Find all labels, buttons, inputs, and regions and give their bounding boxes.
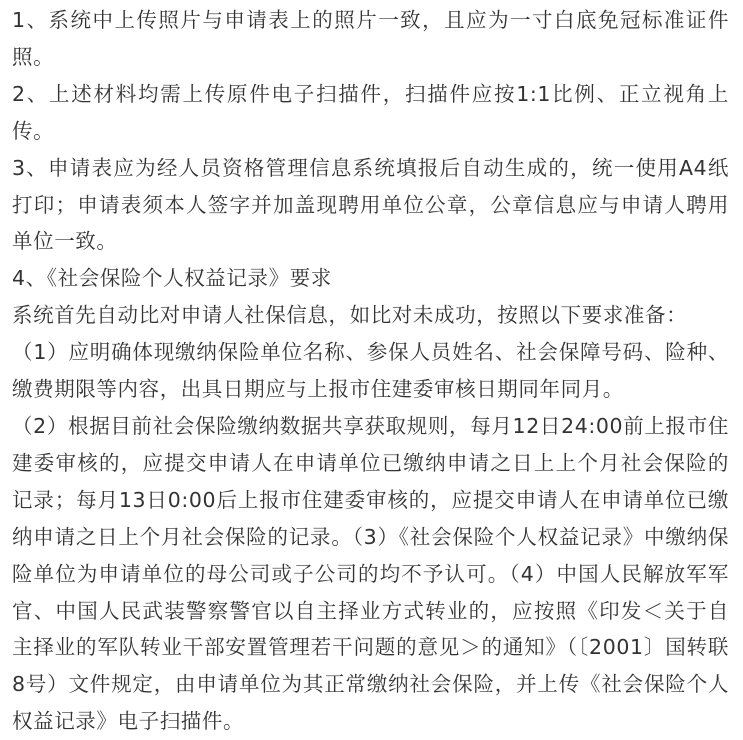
requirement-4-heading: 4、《社会保险个人权益记录》要求	[12, 266, 332, 291]
requirement-2-paragraph: 2、上述材料均需上传原件电子扫描件，扫描件应按1:1比例、正立视角上传。	[12, 81, 729, 143]
social-insurance-item-1-paragraph: （1）应明确体现缴纳保险单位名称、参保人员姓名、社会保障号码、险种、缴费期限等内容，出具日期应与上报市住建委审核日期同年同月。	[12, 340, 729, 402]
requirement-3-paragraph: 3、申请表应为经人员资格管理信息系统填报后自动生成的，统一使用A4纸打印；申请表须本人签字并加盖现聘用单位公章，公章信息应与申请人聘用单位一致。	[12, 155, 729, 254]
social-insurance-intro-paragraph: 系统首先自动比对申请人社保信息，如比对未成功，按照以下要求准备：	[12, 303, 688, 328]
social-insurance-item-2-4-paragraph: （2）根据目前社会保险缴纳数据共享获取规则，每月12日24:00前上报市住建委审核的，应提交申请人在申请单位已缴纳申请之日上上个月社会保险的记录；每月13日0:00后上报市住建委审核的，应提交申请人在申请单位已缴纳申请之日上个月社会保险的记录。（3）《社会保险个人权益记录》中缴纳保险单位为申请单位的母公司或子公司的均不予认可。（4）中国人民解放军军官、中国人民武装警察警官以自主择业方式转业的，应按照《印发＜关于自主择业的军队转业干部安置管理若干问题的意见＞的通知》（〔2001〕国转联8号）文件规定，由申请单位为其正常缴纳社会保险，并上传《社会保险个人权益记录》电子扫描件。	[12, 413, 729, 734]
requirement-1-paragraph: 1、系统中上传照片与申请表上的照片一致，且应为一寸白底免冠标准证件照。	[12, 8, 729, 69]
